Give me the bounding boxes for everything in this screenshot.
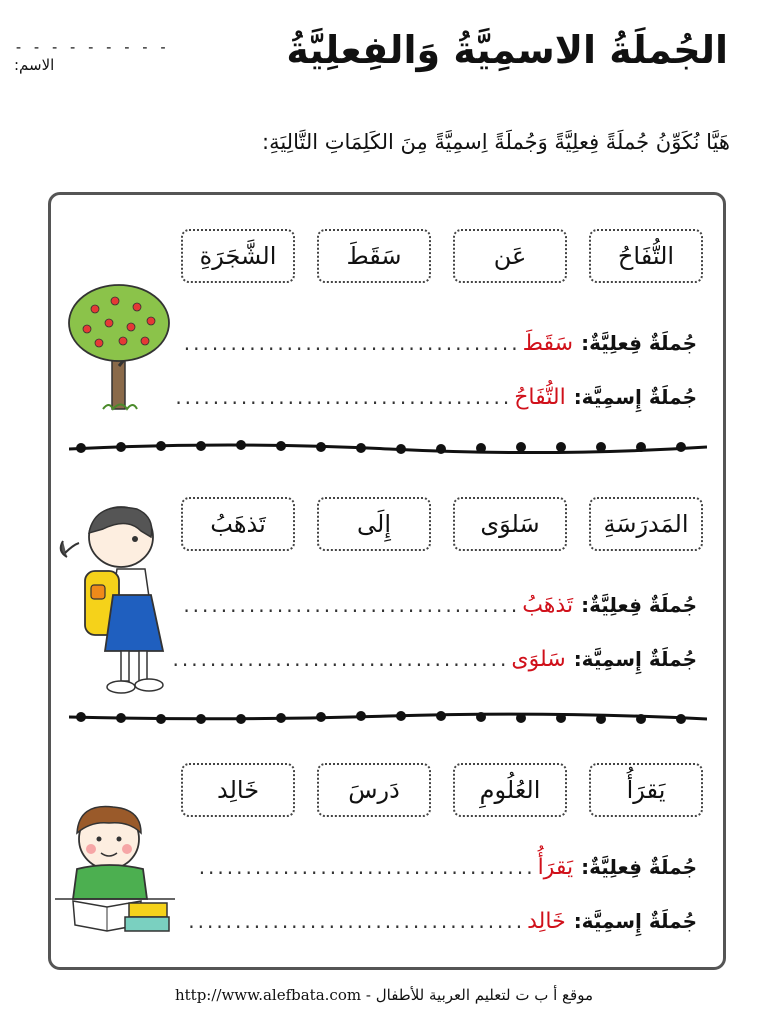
footer-separator: -: [365, 986, 371, 1004]
word-card: خَالِد: [181, 763, 295, 817]
dotted-divider: [69, 437, 707, 457]
name-blank: - - - - - - - - -: [14, 38, 168, 56]
word-card: يَقرَأُ: [589, 763, 703, 817]
instruction-text: هَيَّا نُكَوِّنُ جُملَةً فِعلِيَّةً وَجُملَةً اِسمِيَّةً مِنَ الكَلِمَاتِ التَّالِيَةِ:: [262, 130, 730, 154]
boy-reading-illustration: [55, 799, 175, 939]
answer-blank: ....................................: [183, 331, 521, 355]
word-bank: [181, 763, 703, 817]
nominal-sentence-row: [173, 647, 698, 672]
verbal-label: جُملَةٌ فِعلِيَّةٌ:: [581, 593, 697, 617]
verbal-answer[interactable]: سَقَطَ: [522, 331, 574, 356]
verbal-sentence-row: [183, 593, 697, 618]
footer-site-name: موقع أ ب ت لتعليم العربية للأطفال: [375, 986, 593, 1004]
page-title: الجُملَةُ الاسمِيَّةُ وَالفِعلِيَّةُ: [286, 28, 728, 72]
verbal-answer[interactable]: تَذهَبُ: [522, 593, 574, 618]
answer-blank: ....................................: [183, 593, 521, 617]
nominal-answer[interactable]: سَلوَى: [511, 647, 566, 672]
name-label: الاسم:: [14, 56, 55, 74]
dotted-divider: [69, 707, 707, 727]
answer-blank: ....................................: [172, 647, 510, 671]
verbal-label: جُملَةٌ فِعلِيَّةٌ:: [581, 331, 697, 355]
word-card: تَذهَبُ: [181, 497, 295, 551]
word-card: عَن: [453, 229, 567, 283]
word-card: سَلوَى: [453, 497, 567, 551]
verbal-answer[interactable]: يَقرَأُ: [537, 855, 574, 880]
nominal-label: جُملَةٌ إِسمِيَّة:: [573, 647, 697, 671]
nominal-label: جُملَةٌ إِسمِيَّة:: [573, 385, 697, 409]
word-card: التُّفَاحُ: [589, 229, 703, 283]
name-field[interactable]: [14, 38, 194, 74]
verbal-sentence-row: [199, 855, 697, 880]
girl-with-backpack-illustration: [55, 503, 167, 703]
word-bank: [181, 497, 703, 551]
apple-tree-illustration: [65, 281, 173, 413]
word-card: العُلُومِ: [453, 763, 567, 817]
word-card: إِلَى: [317, 497, 431, 551]
nominal-label: جُملَةٌ إِسمِيَّة:: [573, 909, 697, 933]
nominal-answer[interactable]: خَالِد: [527, 909, 566, 934]
verbal-sentence-row: [184, 331, 697, 356]
verbal-label: جُملَةٌ فِعلِيَّةٌ:: [581, 855, 697, 879]
answer-blank: ....................................: [188, 909, 526, 933]
word-card: الشَّجَرَةِ: [181, 229, 295, 283]
nominal-answer[interactable]: التُّفَاحُ: [514, 385, 566, 410]
answer-blank: ....................................: [175, 385, 513, 409]
word-bank: [181, 229, 703, 283]
answer-blank: ....................................: [198, 855, 536, 879]
nominal-sentence-row: [188, 909, 697, 934]
word-card: سَقَطَ: [317, 229, 431, 283]
exercise-frame: [48, 192, 726, 970]
word-card: دَرسَ: [317, 763, 431, 817]
footer: [0, 986, 768, 1004]
footer-url[interactable]: http://www.alefbata.com: [174, 986, 362, 1004]
nominal-sentence-row: [175, 385, 697, 410]
word-card: المَدرَسَةِ: [589, 497, 703, 551]
